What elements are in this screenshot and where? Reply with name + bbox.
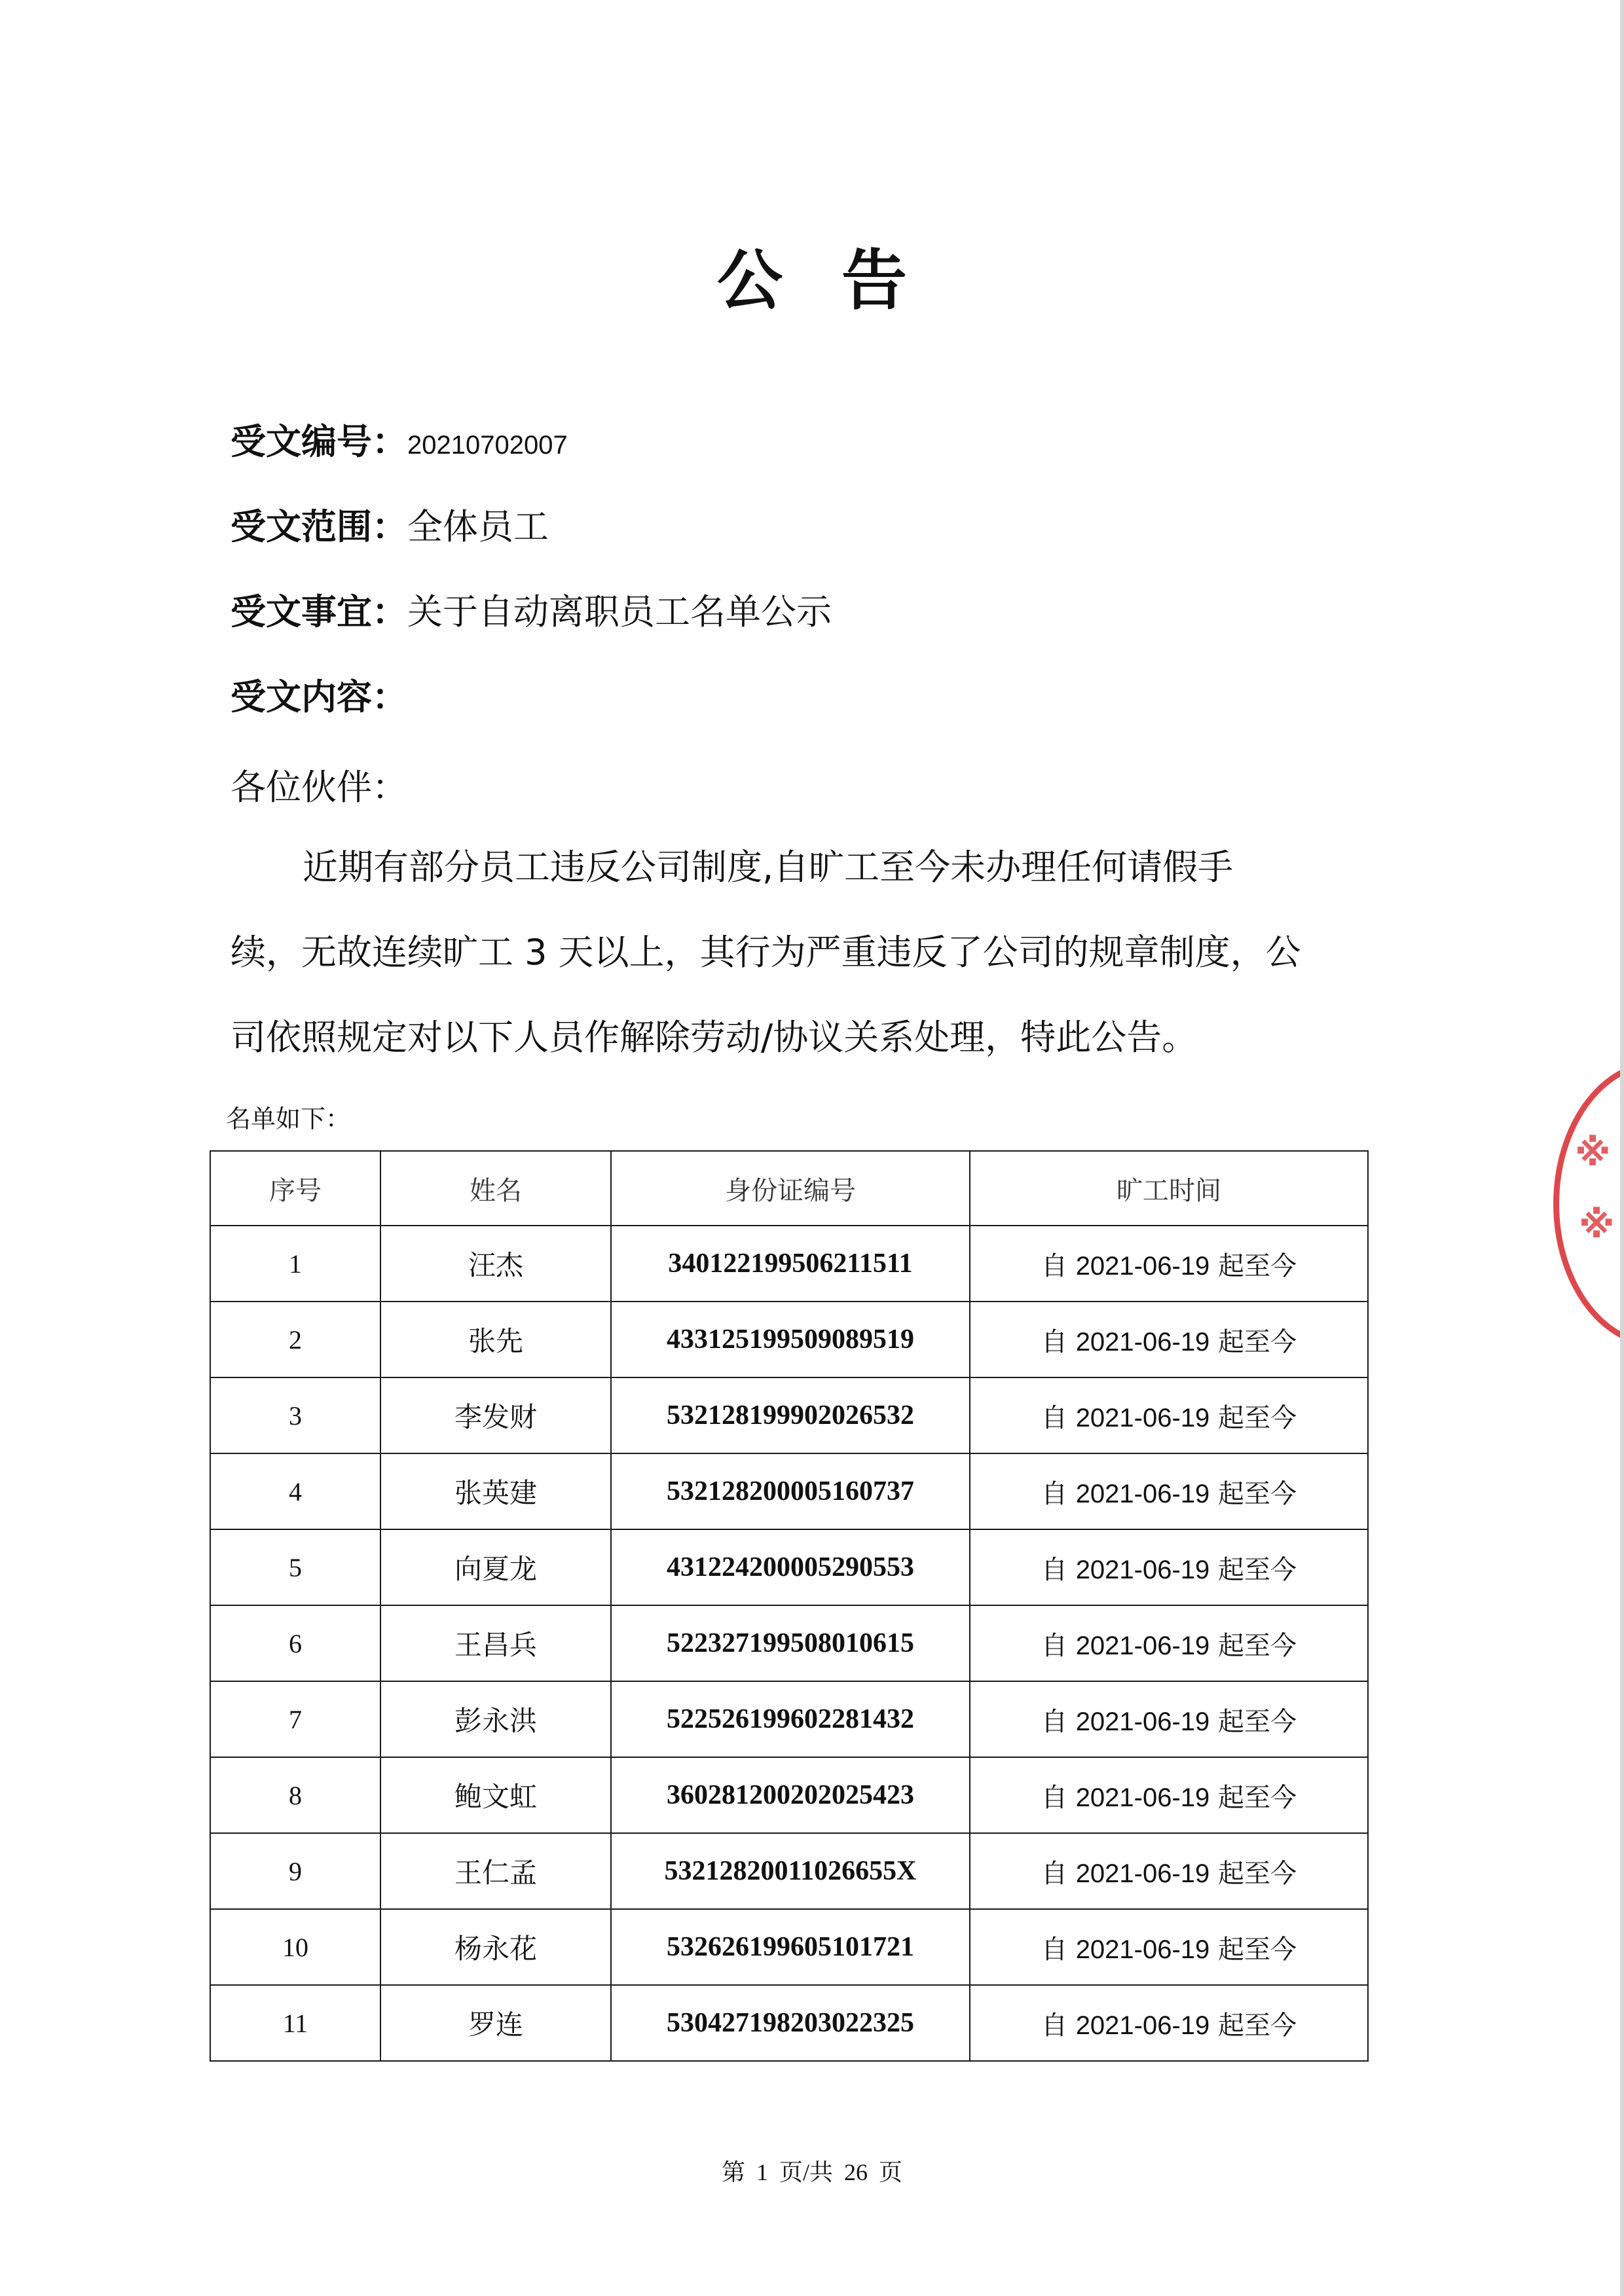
dismissal-table <box>210 1150 1369 2062</box>
doc-number-row <box>231 419 568 468</box>
page-footer <box>0 2154 1624 2187</box>
row-id-number: 522526199602281432 <box>611 1681 970 1757</box>
header-name: 姓名 <box>380 1151 611 1226</box>
row-absence-time <box>970 1833 1368 1909</box>
absence-date: 2021-06-19 <box>1075 1479 1210 1508</box>
doc-subject-row <box>231 589 832 635</box>
table-row <box>210 1757 1368 1833</box>
row-id-number: 532128200005160737 <box>611 1453 970 1529</box>
table-header-row <box>210 1151 1368 1226</box>
absence-suffix: 起至今 <box>1209 1326 1297 1357</box>
notice-title: 公告 <box>717 242 966 319</box>
doc-scope-label: 受文范围： <box>231 506 407 547</box>
absence-prefix: 自 <box>1041 1630 1076 1661</box>
absence-prefix: 自 <box>1041 1250 1076 1281</box>
salutation: 各位伙伴： <box>231 767 407 808</box>
row-absence-time <box>970 1681 1368 1757</box>
header-index: 序号 <box>210 1151 380 1226</box>
footer-prefix: 第 <box>721 2159 745 2185</box>
table-row <box>210 1681 1368 1757</box>
row-name: 李发财 <box>380 1377 611 1453</box>
doc-subject-label: 受文事宜： <box>231 591 407 632</box>
absence-suffix: 起至今 <box>1209 1554 1297 1585</box>
row-index: 8 <box>210 1757 380 1833</box>
row-id-number: 431224200005290553 <box>611 1529 970 1605</box>
row-name: 罗连 <box>380 1985 611 2061</box>
absence-date: 2021-06-19 <box>1075 2011 1210 2040</box>
table-row <box>210 1833 1368 1909</box>
absence-suffix: 起至今 <box>1209 1706 1297 1737</box>
doc-scope-row <box>231 504 549 550</box>
row-index: 10 <box>210 1909 380 1985</box>
body-line-2: 续，无故连续旷工 3 天以上，其行为严重违反了公司的规章制度，公 <box>231 932 1301 973</box>
absence-date: 2021-06-19 <box>1075 1555 1210 1584</box>
row-absence-time <box>970 1377 1368 1453</box>
row-name: 张英建 <box>380 1453 611 1529</box>
row-index: 7 <box>210 1681 380 1757</box>
doc-number-value: 20210702007 <box>407 431 568 460</box>
row-index: 1 <box>210 1226 380 1302</box>
doc-content-label: 受文内容： <box>231 676 407 718</box>
doc-scope-value: 全体员工 <box>407 506 549 547</box>
row-absence-time <box>970 1226 1368 1302</box>
row-name: 王仁孟 <box>380 1833 611 1909</box>
table-row <box>210 1377 1368 1453</box>
row-name: 张先 <box>380 1302 611 1377</box>
absence-date: 2021-06-19 <box>1075 1327 1210 1357</box>
row-absence-time <box>970 1529 1368 1605</box>
row-absence-time <box>970 1757 1368 1833</box>
row-id-number: 530427198203022325 <box>611 1985 970 2061</box>
absence-prefix: 自 <box>1041 1706 1076 1737</box>
doc-content-row <box>231 674 407 720</box>
absence-date: 2021-06-19 <box>1075 1935 1210 1964</box>
company-seal <box>1553 1061 1624 1347</box>
body-line-3: 司依照规定对以下人员作解除劳动/协议关系处理，特此公告。 <box>231 1017 1198 1058</box>
seal-fragment-mark: ※ <box>1575 1132 1611 1175</box>
row-id-number: 360281200202025423 <box>611 1757 970 1833</box>
table-row <box>210 1909 1368 1985</box>
row-index: 11 <box>210 1985 380 2061</box>
row-index: 6 <box>210 1605 380 1681</box>
doc-subject-value: 关于自动离职员工名单公示 <box>407 591 832 632</box>
absence-prefix: 自 <box>1041 1782 1076 1813</box>
absence-prefix: 自 <box>1041 2010 1076 2041</box>
table-row <box>210 1453 1368 1529</box>
absence-prefix: 自 <box>1041 1478 1076 1509</box>
header-id-number: 身份证编号 <box>611 1151 970 1226</box>
seal-fragment-mark: ※ <box>1579 1204 1615 1247</box>
absence-date: 2021-06-19 <box>1075 1403 1210 1432</box>
absence-suffix: 起至今 <box>1209 1478 1297 1509</box>
doc-number-label: 受文编号： <box>231 421 407 462</box>
absence-date: 2021-06-19 <box>1075 1783 1210 1812</box>
table-body <box>210 1226 1368 2061</box>
row-id-number: 522327199508010615 <box>611 1605 970 1681</box>
row-id-number: 532626199605101721 <box>611 1909 970 1985</box>
header-absence-time: 旷工时间 <box>970 1151 1368 1226</box>
absence-date: 2021-06-19 <box>1075 1631 1210 1660</box>
absence-prefix: 自 <box>1041 1934 1076 1965</box>
absence-prefix: 自 <box>1041 1326 1076 1357</box>
row-index: 2 <box>210 1302 380 1377</box>
absence-suffix: 起至今 <box>1209 2010 1297 2041</box>
row-absence-time <box>970 1909 1368 1985</box>
row-id-number: 532128199902026532 <box>611 1377 970 1453</box>
absence-prefix: 自 <box>1041 1402 1076 1433</box>
row-id-number: 433125199509089519 <box>611 1302 970 1377</box>
absence-suffix: 起至今 <box>1209 1934 1297 1965</box>
absence-prefix: 自 <box>1041 1554 1076 1585</box>
table-row <box>210 1529 1368 1605</box>
absence-prefix: 自 <box>1041 1858 1076 1889</box>
row-index: 5 <box>210 1529 380 1605</box>
row-name: 鲍文虹 <box>380 1757 611 1833</box>
table-row <box>210 1226 1368 1302</box>
absence-suffix: 起至今 <box>1209 1630 1297 1661</box>
row-id-number: 340122199506211511 <box>611 1226 970 1302</box>
footer-total: 26 <box>844 2159 868 2185</box>
scan-edge <box>1620 0 1624 2296</box>
table-row <box>210 1302 1368 1377</box>
row-name: 向夏龙 <box>380 1529 611 1605</box>
row-name: 杨永花 <box>380 1909 611 1985</box>
row-name: 汪杰 <box>380 1226 611 1302</box>
body-line-1: 近期有部分员工违反公司制度,自旷工至今未办理任何请假手 <box>303 847 1234 888</box>
absence-date: 2021-06-19 <box>1075 1707 1210 1736</box>
absence-date: 2021-06-19 <box>1075 1251 1210 1281</box>
row-name: 王昌兵 <box>380 1605 611 1681</box>
absence-suffix: 起至今 <box>1209 1402 1297 1433</box>
row-absence-time <box>970 1453 1368 1529</box>
row-index: 4 <box>210 1453 380 1529</box>
absence-suffix: 起至今 <box>1209 1858 1297 1889</box>
row-absence-time <box>970 1605 1368 1681</box>
table-row <box>210 1985 1368 2061</box>
list-label: 名单如下： <box>226 1104 351 1133</box>
footer-page: 1 <box>756 2159 768 2185</box>
row-absence-time <box>970 1985 1368 2061</box>
absence-suffix: 起至今 <box>1209 1250 1297 1281</box>
row-id-number: 53212820011026655X <box>611 1833 970 1909</box>
absence-date: 2021-06-19 <box>1075 1859 1210 1888</box>
row-name: 彭永洪 <box>380 1681 611 1757</box>
row-index: 9 <box>210 1833 380 1909</box>
row-index: 3 <box>210 1377 380 1453</box>
footer-suffix: 页 <box>879 2159 903 2185</box>
footer-middle: 页/共 <box>779 2159 833 2185</box>
row-absence-time <box>970 1302 1368 1377</box>
table-row <box>210 1605 1368 1681</box>
absence-suffix: 起至今 <box>1209 1782 1297 1813</box>
